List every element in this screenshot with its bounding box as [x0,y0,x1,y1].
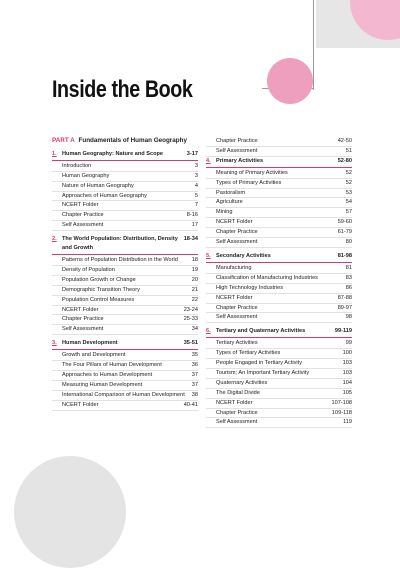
toc-entry[interactable] [206,389,352,399]
toc-entry[interactable] [52,221,198,231]
toc-entry-page: 109-118 [331,409,352,416]
toc-entry[interactable] [206,137,352,147]
toc-entry-title: Self Assessment [216,147,258,154]
chapter-title: Tertiary and Quaternary Activities [216,328,306,335]
toc-entry-title: Chapter Practice [216,229,258,236]
toc-entry-title: Pastoralism [216,189,246,196]
toc-entry-title: Approaches to Human Development [62,371,153,378]
chapter-heading[interactable] [206,327,352,338]
toc-entry-page: 22 [191,296,198,303]
chapter-page-range: 3-17 [186,150,198,157]
toc-entry-page: 17 [191,222,198,229]
toc-entry-title: Density of Population [62,266,115,273]
toc-entry[interactable] [52,211,198,221]
toc-entry-page: 21 [191,286,198,293]
toc-entry[interactable] [206,359,352,369]
chapter-block [206,252,352,323]
toc-entry[interactable] [52,182,198,192]
toc-entry[interactable] [206,198,352,208]
toc-entry[interactable] [52,201,198,211]
toc-entry-title: Introduction [62,162,92,169]
toc-entry-title: Measuring Human Development [62,381,143,388]
chapter-title: Human Geography: Nature and Scope [62,150,164,157]
toc-entry[interactable] [206,238,352,248]
toc-entry-page: 3 [194,162,198,169]
toc-entry[interactable] [52,325,198,335]
chapter-block [52,150,198,231]
toc-entry-title: Population Control Measures [62,296,135,303]
toc-entry[interactable] [52,306,198,316]
toc-entry-title: Tourism; An Important Tertiary Activity [216,369,310,376]
toc-entry-page: 36 [191,362,198,369]
toc-entry-page: 53 [345,189,352,196]
toc-entry-title: NCERT Folder [216,219,253,226]
toc-entry-page: 40-41 [183,401,198,408]
chapter-number: 4. [206,157,211,164]
chapter-number: 3. [52,340,57,347]
toc-entry[interactable] [52,381,198,391]
toc-entry-page: 23-24 [183,306,198,313]
toc-entry-page: 89-97 [337,304,352,311]
toc-entry-page: 4 [194,182,198,189]
chapter-heading[interactable] [206,252,352,263]
toc-entry-page: 81 [345,264,352,271]
part-title: Fundamentals of Human Geography [78,137,187,144]
toc-entry-page: 52 [345,169,352,176]
left-chapter-list [52,150,198,411]
decorative-gray-circle [14,456,126,568]
toc-entry-title: Self Assessment [216,239,258,246]
toc-entry-page: 19 [191,266,198,273]
chapter-heading[interactable] [52,339,198,350]
toc-entry-title: Chapter Practice [62,212,104,219]
toc-entry[interactable] [52,401,198,411]
toc-entry-title: Chapter Practice [216,138,258,144]
toc-entry-title: Types of Primary Activities [216,179,282,186]
toc-entry-title: Meaning of Primary Activities [216,169,288,176]
toc-entry-title: Types of Tertiary Activities [216,350,281,357]
toc-entry-page: 18 [191,256,198,263]
chapter-block [206,157,352,248]
toc-entry-page: 104 [342,379,352,386]
chapter-title: Secondary Activities [216,252,271,259]
toc-entry-title: Demographic Transition Theory [62,286,140,293]
toc-entry-page: 52 [345,179,352,186]
continued-entries [206,137,352,157]
toc-entry[interactable] [52,315,198,325]
toc-entry[interactable] [52,351,198,361]
toc-entry[interactable] [206,418,352,428]
toc-entry-page: 37 [191,381,198,388]
chapter-page-range: 18-34 [183,236,198,243]
toc-entry-title: Self Assessment [62,222,104,229]
toc-entry-page: 37 [191,371,198,378]
chapter-page-range: 35-51 [183,340,198,347]
toc-entry-page: 35 [191,352,198,359]
toc-entry-page: 100 [342,350,352,357]
toc-entry-page: 3 [194,172,198,179]
toc-entry-page: 86 [345,284,352,291]
toc-entry-page: 98 [345,314,352,321]
toc-entry-title: Self Assessment [216,419,258,426]
chapter-number: 2. [52,236,57,243]
toc-entry-title: NCERT Folder [62,401,99,408]
toc-entry[interactable] [52,286,198,296]
toc-entry[interactable] [206,208,352,218]
toc-entry[interactable] [52,391,198,401]
toc-entry-title: Chapter Practice [216,409,258,416]
toc-entry-title: NCERT Folder [216,399,253,406]
toc-entry[interactable] [206,339,352,349]
toc-entry-page: 7 [194,202,198,209]
chapter-page-range: 52-80 [337,157,352,164]
toc-entry-page: 5 [194,192,198,199]
toc-entry[interactable] [52,361,198,371]
toc-entry[interactable] [52,266,198,276]
toc-entry[interactable] [206,304,352,314]
toc-entry-title: Growth and Development [62,352,126,359]
toc-entry-page: 80 [345,239,352,246]
toc-entry-page: 8-16 [186,212,198,219]
chapter-title: Primary Activities [216,157,264,164]
chapter-page-range: 81-98 [337,252,352,259]
toc-entry-page: 59-60 [337,219,352,226]
chapter-title: The World Population: Distribution, Density and Growth [62,236,178,252]
chapter-block [52,339,198,410]
toc-entry-title: The Four Pillars of Human Development [62,362,162,369]
toc-entry-page: 54 [345,199,352,206]
toc-entry[interactable] [52,172,198,182]
toc-entry-page: 61-79 [337,229,352,236]
toc-entry-page: 57 [345,209,352,216]
toc-entry[interactable] [206,147,352,157]
toc-entry[interactable] [206,409,352,419]
toc-entry[interactable] [206,349,352,359]
toc-entry-title: Mining [216,209,233,216]
toc-entry-page: 34 [191,326,198,333]
chapter-block [206,327,352,428]
toc-entry-page: 119 [343,419,352,426]
toc-entry[interactable] [206,189,352,199]
toc-entry-title: Agriculture [216,199,243,206]
toc-entry[interactable] [52,371,198,381]
toc-entry[interactable] [206,274,352,284]
chapter-number: 6. [206,328,211,335]
toc-entry-title: NCERT Folder [62,306,99,313]
chapter-title: Human Development [62,340,118,347]
toc-entry-title: High Technology Industries [216,284,284,291]
toc-entry-page: 42-50 [337,138,352,144]
toc-entry-title: Patterns of Population Distribution in the World [62,256,178,263]
toc-entry[interactable] [52,276,198,286]
toc-entry-title: Self Assessment [62,326,104,333]
toc-entry-title: Chapter Practice [216,304,258,311]
toc-entry[interactable] [206,399,352,409]
toc-right-column [206,137,352,432]
toc-entry-page: 103 [342,360,352,367]
toc-entry-title: NCERT Folder [62,202,99,209]
chapter-number: 1. [52,150,57,157]
toc-entry-page: 51 [345,147,352,154]
toc-entry-title: Human Geography [62,172,110,179]
page-title: Inside the Book [52,76,193,103]
toc-left-column [52,137,198,415]
toc-entry[interactable] [52,192,198,202]
toc-entry-title: International Comparison of Human Development [62,391,185,398]
chapter-heading[interactable] [52,150,198,161]
toc-entry[interactable] [52,162,198,172]
toc-entry[interactable] [52,256,198,266]
toc-entry-title: NCERT Folder [216,294,253,301]
toc-entry-title: Population Growth or Change [62,276,136,283]
toc-entry-title: Self Assessment [216,314,258,321]
toc-entry-title: Classification of Manufacturing Industries [216,274,318,281]
toc-entry[interactable] [206,169,352,179]
chapter-block [52,235,198,335]
toc-entry[interactable] [206,284,352,294]
toc-entry[interactable] [206,313,352,323]
toc-entry-page: 20 [191,276,198,283]
chapter-heading[interactable] [52,235,198,255]
decorative-pink-circle [267,58,313,104]
toc-entry-page: 38 [191,391,198,398]
toc-entry-page: 83 [345,274,352,281]
toc-entry[interactable] [206,179,352,189]
toc-entry-title: Approaches of Human Geography [62,192,147,199]
part-label: PART A [52,137,75,144]
toc-entry-page: 107-108 [331,399,352,406]
toc-entry[interactable] [206,218,352,228]
decorative-line-vertical [313,0,314,90]
toc-entry-title: People Engaged in Tertiary Activity [216,360,303,367]
toc-entry[interactable] [206,264,352,274]
chapter-heading[interactable] [206,157,352,168]
right-chapter-list [206,157,352,429]
toc-entry-page: 105 [342,389,352,396]
toc-entry-page: 99 [345,340,352,347]
toc-entry-page: 103 [342,369,352,376]
chapter-number: 5. [206,252,211,259]
toc-entry-title: Nature of Human Geography [62,182,134,189]
toc-entry[interactable] [206,228,352,238]
toc-entry[interactable] [206,294,352,304]
chapter-page-range: 99-119 [334,328,352,335]
toc-entry-page: 25-33 [183,316,198,323]
toc-entry-page: 87-88 [337,294,352,301]
toc-entry[interactable] [206,379,352,389]
toc-entry-title: Tertiary Activities [216,340,258,347]
toc-entry-title: Chapter Practice [62,316,104,323]
toc-entry[interactable] [52,296,198,306]
toc-entry-title: Quaternary Activities [216,379,268,386]
toc-entry[interactable] [206,369,352,379]
toc-entry-title: The Digital Divide [216,389,260,396]
part-heading [52,137,198,146]
toc-entry-title: Manufacturing [216,264,252,271]
